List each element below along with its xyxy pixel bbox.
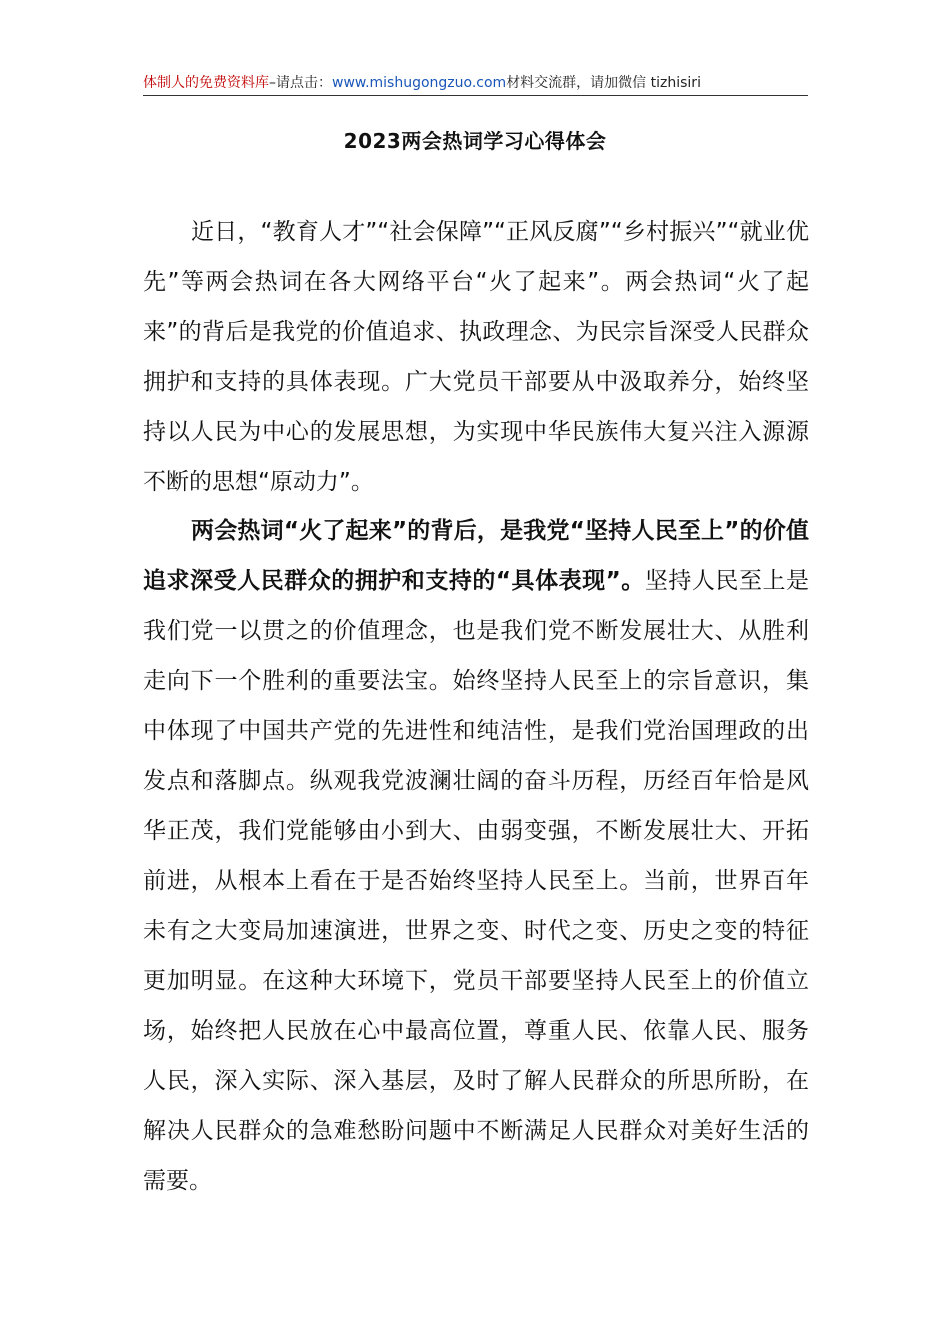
paragraph-1: 近日，“教育人才”“社会保障”“正风反腐”“乡村振兴”“就业优先”等两会热词在各大网络平台“火了起来”。两会热词“火了起来”的背后是我党的价值追求、执政理念、为民宗旨深受人民群众拥护和支持的具体表现。广大党员干部要从中汲取养分，始终坚持以人民为中心的发展思想，为实现中华民族伟大复兴注入源源不断的思想“原动力”。 <box>143 219 809 495</box>
paragraph-2-lead: 两会热词“火了起来”的背后，是我党“坚持人民至上”的价值追求深受人民群众的拥护和支持的“具体表现”。 <box>143 518 809 594</box>
header-contact: 材料交流群，请加微信 tizhisiri <box>506 75 701 91</box>
header-link[interactable]: www.mishugongzuo.com <box>332 75 507 91</box>
document-title: 2023两会热词学习心得体会 <box>343 129 607 153</box>
paragraph-2-body: 坚持人民至上是我们党一以贯之的价值理念，也是我们党不断发展壮大、从胜利走向下一个胜利的重要法宝。始终坚持人民至上的宗旨意识，集中体现了中国共产党的先进性和纯洁性，是我们党治国理政的出发点和落脚点。纵观我党波澜壮阔的奋斗历程，历经百年恰是风华正茂，我们党能够由小到大、由弱变强，不断发展壮大、开拓前进，从根本上看在于是否始终坚持人民至上。当前，世界百年未有之大变局加速演进，世界之变、时代之变、历史之变的特征更加明显。在这种大环境下，党员干部要坚持人民至上的价值立场，始终把人民放在心中最高位置，尊重人民、依靠人民、服务人民，深入实际、深入基层，及时了解人民群众的所思所盼，在解决人民群众的急难愁盼问题中不断满足人民群众对美好生活的需要。 <box>143 568 810 1194</box>
header-prompt: –请点击： <box>269 75 332 91</box>
header-brand: 体制人的免费资料库 <box>143 75 269 91</box>
page-header <box>143 73 808 96</box>
paragraph-2 <box>143 506 809 1206</box>
